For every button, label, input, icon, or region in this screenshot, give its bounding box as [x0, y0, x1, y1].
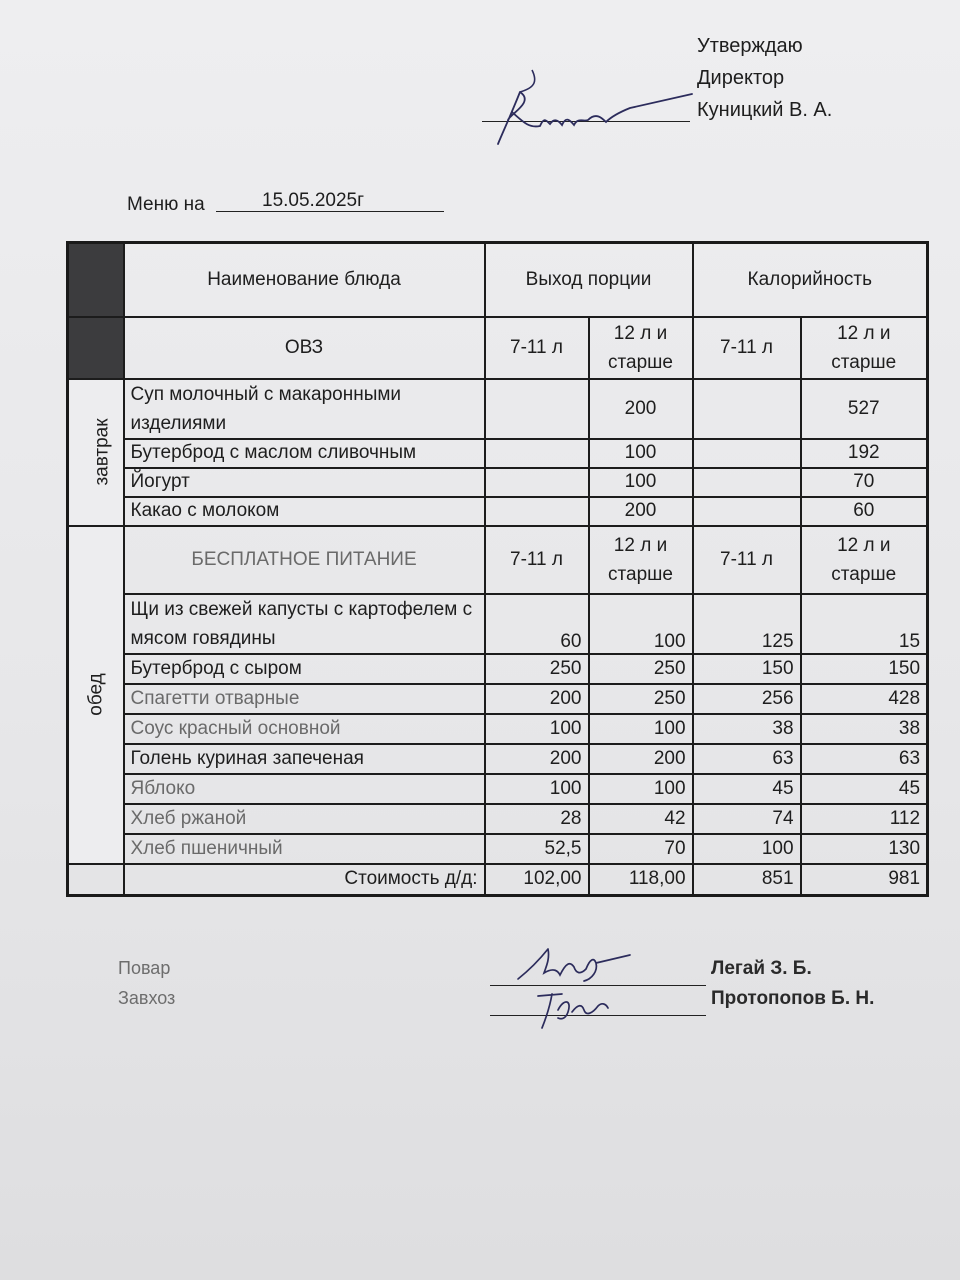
- table-row: [68, 714, 928, 744]
- menu-date-underline: [216, 211, 444, 212]
- calories-old: 130: [801, 834, 928, 864]
- calories-young: 256: [693, 684, 801, 714]
- output-young: 200: [485, 684, 589, 714]
- breakfast-group-title: ОВЗ: [124, 317, 485, 379]
- dish-name: Суп молочный с макаронными изделиями: [124, 379, 485, 439]
- header-dish-name: Наименование блюда: [124, 243, 485, 317]
- menu-table: [66, 241, 929, 897]
- approval-name: Куницкий В. А.: [697, 99, 833, 121]
- cook-label: Повар: [118, 958, 171, 978]
- table-header-row: [68, 243, 928, 317]
- calories-young: 63: [693, 744, 801, 774]
- table-row: [68, 468, 928, 497]
- header-calories: Калорийность: [693, 243, 928, 317]
- header-corner: [68, 243, 124, 317]
- output-old: 70: [589, 834, 693, 864]
- calories-old: 112: [801, 804, 928, 834]
- breakfast-cal-young-header: 7-11 л: [693, 317, 801, 379]
- calories-young: [693, 497, 801, 526]
- output-young: 100: [485, 714, 589, 744]
- output-old: 200: [589, 379, 693, 439]
- calories-old: 527: [801, 379, 928, 439]
- dish-name: Хлеб пшеничный: [124, 834, 485, 864]
- table-row: [68, 774, 928, 804]
- lunch-subheader-row: [68, 526, 928, 594]
- calories-young: 125: [693, 594, 801, 654]
- menu-date: 15.05.2025г: [262, 190, 365, 211]
- calories-young: [693, 379, 801, 439]
- total-output-old: 118,00: [589, 864, 693, 896]
- header-portion-output: Выход порции: [485, 243, 693, 317]
- calories-young: [693, 468, 801, 497]
- approval-block: [697, 30, 832, 126]
- dish-name: Яблоко: [124, 774, 485, 804]
- manager-name: Протопопов Б. Н.: [711, 988, 875, 1009]
- dish-name: Какао с молоком: [124, 497, 485, 526]
- output-old: 200: [589, 497, 693, 526]
- section-label-lunch: [68, 526, 124, 864]
- output-young: 28: [485, 804, 589, 834]
- table-row: [68, 594, 928, 654]
- table-row: [68, 379, 928, 439]
- dish-name: Спагетти отварные: [124, 684, 485, 714]
- calories-young: 38: [693, 714, 801, 744]
- calories-old: 15: [801, 594, 928, 654]
- table-row: [68, 804, 928, 834]
- output-old: 250: [589, 654, 693, 684]
- lunch-cal-old-header: 12 л и старше: [801, 526, 928, 594]
- calories-young: 100: [693, 834, 801, 864]
- lunch-output-young-header: 7-11 л: [485, 526, 589, 594]
- section-label-breakfast: [68, 379, 124, 526]
- approval-position: Директор: [697, 67, 785, 89]
- output-young: [485, 497, 589, 526]
- cook-name: Легай З. Б.: [711, 958, 812, 979]
- output-old: 100: [589, 714, 693, 744]
- calories-old: 428: [801, 684, 928, 714]
- calories-old: 60: [801, 497, 928, 526]
- lunch-cal-young-header: 7-11 л: [693, 526, 801, 594]
- output-old: 100: [589, 774, 693, 804]
- dish-name: Бутерброд с сыром: [124, 654, 485, 684]
- calories-young: 74: [693, 804, 801, 834]
- output-old: 100: [589, 594, 693, 654]
- calories-old: 38: [801, 714, 928, 744]
- calories-old: 150: [801, 654, 928, 684]
- table-row: [68, 684, 928, 714]
- table-row: [68, 439, 928, 468]
- calories-old: 63: [801, 744, 928, 774]
- table-row: [68, 654, 928, 684]
- total-calories-young: 851: [693, 864, 801, 896]
- calories-old: 70: [801, 468, 928, 497]
- table-row: [68, 744, 928, 774]
- manager-signature: [528, 988, 618, 1034]
- lunch-output-old-header: 12 л и старше: [589, 526, 693, 594]
- approval-title: Утверждаю: [697, 35, 803, 57]
- calories-old: 192: [801, 439, 928, 468]
- total-label: Стоимость д/д:: [124, 864, 485, 896]
- cook-signature: [510, 945, 640, 985]
- cook-signature-line: [490, 985, 706, 986]
- lunch-group-title: БЕСПЛАТНОЕ ПИТАНИЕ: [124, 526, 485, 594]
- output-young: 200: [485, 744, 589, 774]
- calories-young: 150: [693, 654, 801, 684]
- table-row: [68, 497, 928, 526]
- total-corner: [68, 864, 124, 896]
- output-young: [485, 439, 589, 468]
- output-old: 250: [589, 684, 693, 714]
- dish-name: Бутерброд с маслом сливочным: [124, 439, 485, 468]
- breakfast-cal-old-header: 12 л и старше: [801, 317, 928, 379]
- output-old: 42: [589, 804, 693, 834]
- dish-name: Соус красный основной: [124, 714, 485, 744]
- dish-name: Щи из свежей капусты с картофелем с мясом говядины: [124, 594, 485, 654]
- output-old: 100: [589, 468, 693, 497]
- output-young: 250: [485, 654, 589, 684]
- output-young: [485, 468, 589, 497]
- output-young: 52,5: [485, 834, 589, 864]
- output-old: 200: [589, 744, 693, 774]
- table-row: [68, 834, 928, 864]
- total-output-young: 102,00: [485, 864, 589, 896]
- dish-name: Голень куриная запеченая: [124, 744, 485, 774]
- breakfast-subheader-row: [68, 317, 928, 379]
- calories-young: [693, 439, 801, 468]
- output-old: 100: [589, 439, 693, 468]
- director-signature: [480, 62, 700, 152]
- total-row: [68, 864, 928, 896]
- calories-young: 45: [693, 774, 801, 804]
- output-young: 60: [485, 594, 589, 654]
- total-calories-old: 981: [801, 864, 928, 896]
- dish-name: Хлеб ржаной: [124, 804, 485, 834]
- manager-label: Завхоз: [118, 988, 176, 1008]
- calories-old: 45: [801, 774, 928, 804]
- breakfast-output-old-header: 12 л и старше: [589, 317, 693, 379]
- dish-name: Йогурт: [124, 468, 485, 497]
- subheader-corner: [68, 317, 124, 379]
- output-young: 100: [485, 774, 589, 804]
- section-label-breakfast-text: завтрак: [91, 418, 113, 486]
- output-young: [485, 379, 589, 439]
- menu-label: Меню на: [127, 194, 205, 215]
- section-label-lunch-text: обед: [85, 673, 107, 716]
- breakfast-output-young-header: 7-11 л: [485, 317, 589, 379]
